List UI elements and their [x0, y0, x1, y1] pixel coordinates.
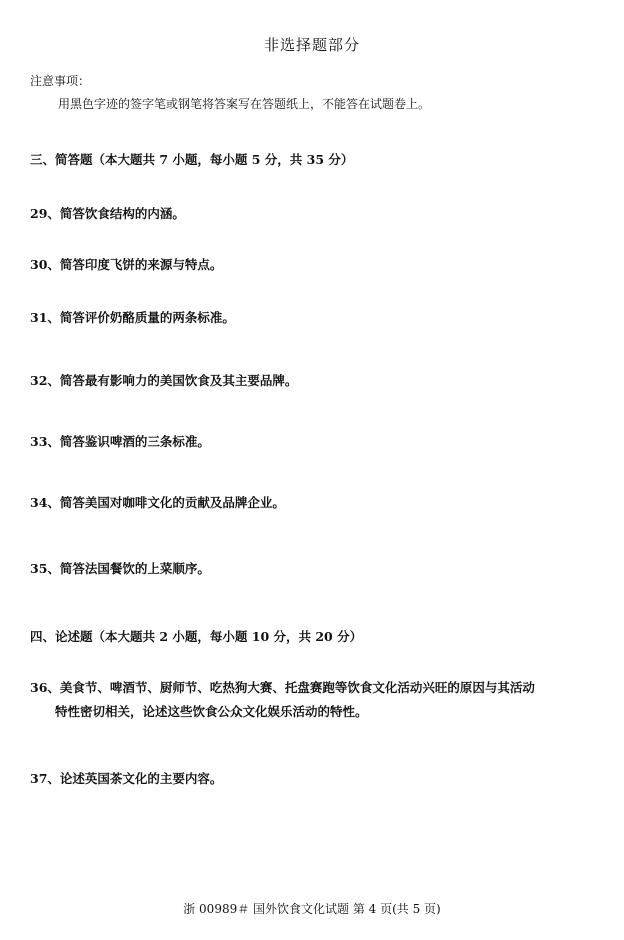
section-4-heading: 四、论述题（本大题共 2 小题，每小题 10 分，共 20 分）: [30, 629, 363, 644]
question-text: 简答美国对咖啡文化的贡献及品牌企业。: [59, 495, 285, 510]
question-number: 34、: [30, 495, 60, 510]
question-text-line-1: 美食节、啤酒节、厨师节、吃热狗大赛、托盘赛跑等饮食文化活动兴旺的原因与其活动: [59, 680, 535, 695]
notes-body: 用黑色字迹的签字笔或钢笔将答案写在答题纸上，不能答在试题卷上。: [58, 97, 431, 111]
question-29: [30, 202, 610, 226]
question-number: 35、: [30, 561, 60, 576]
page-footer: 浙 00989＃ 国外饮食文化试题 第 4 页(共 5 页): [183, 902, 441, 916]
question-33: [30, 430, 610, 454]
question-text: 简答法国餐饮的上菜顺序。: [59, 561, 210, 576]
section-3-heading: 三、简答题（本大题共 7 小题，每小题 5 分，共 35 分）: [30, 152, 354, 167]
question-35: [30, 557, 610, 581]
question-number: 33、: [30, 434, 60, 449]
question-text: 简答鉴识啤酒的三条标准。: [59, 434, 210, 449]
question-line-2: [30, 700, 610, 724]
question-31: [30, 306, 610, 330]
question-text-line-2: 特性密切相关，论述这些饮食公众文化娱乐活动的特性。: [55, 704, 368, 719]
question-text: 简答评价奶酪质量的两条标准。: [59, 310, 235, 325]
question-32: [30, 369, 610, 393]
question-37: [30, 767, 610, 791]
question-line-1: [30, 676, 610, 700]
question-36: [30, 676, 610, 724]
question-number: 36、: [30, 680, 60, 695]
question-30: [30, 253, 610, 277]
question-text: 简答最有影响力的美国饮食及其主要品牌。: [59, 373, 298, 388]
question-number: 31、: [30, 310, 60, 325]
page-title: 非选择题部分: [263, 36, 360, 54]
question-number: 37、: [30, 771, 60, 786]
question-34: [30, 491, 610, 515]
notes-heading: 注意事项：: [30, 74, 91, 88]
question-number: 29、: [30, 206, 60, 221]
question-number: 30、: [30, 257, 60, 272]
question-text: 简答印度飞饼的来源与特点。: [59, 257, 223, 272]
question-text: 简答饮食结构的内涵。: [59, 206, 185, 221]
question-number: 32、: [30, 373, 60, 388]
question-text: 论述英国茶文化的主要内容。: [59, 771, 223, 786]
